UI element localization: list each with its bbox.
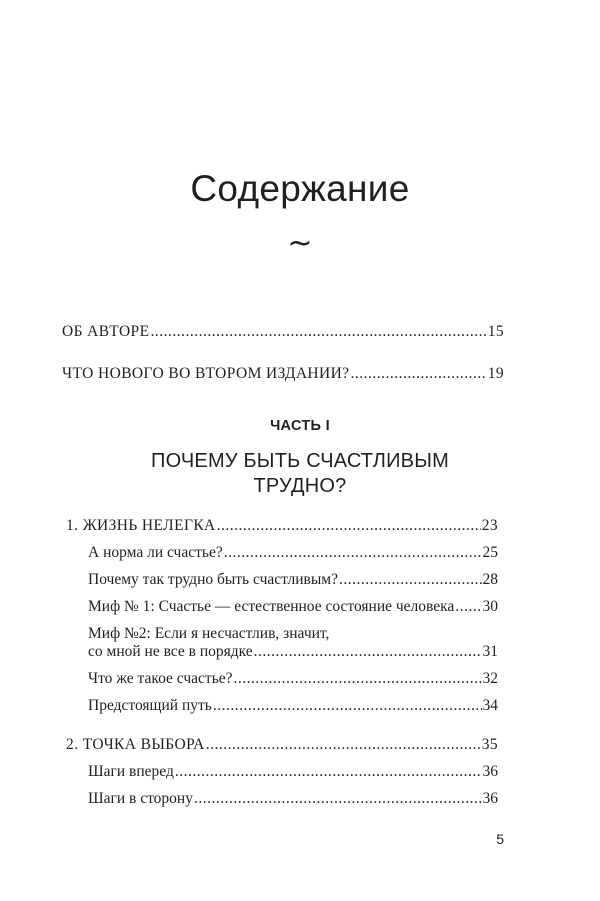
toc-section[interactable] — [88, 642, 498, 662]
toc-section-page: 25 — [482, 544, 498, 561]
dot-leader — [339, 570, 482, 590]
dot-leader — [206, 735, 481, 755]
toc-section-page: 36 — [482, 790, 498, 807]
toc-section-label: Миф № 1: Счастье — естественное состояние человека — [88, 598, 455, 615]
toc-section-page: 34 — [482, 697, 498, 714]
toc-section-page: 32 — [482, 670, 498, 687]
dot-leader — [217, 516, 481, 536]
dot-leader — [254, 642, 482, 662]
toc-chapter-label: 1. ЖИЗНЬ НЕЛЕГКА — [66, 517, 216, 534]
dot-leader — [224, 543, 482, 563]
toc-section[interactable] — [88, 597, 498, 617]
toc-section[interactable] — [88, 543, 498, 563]
toc-chapter-page: 23 — [481, 517, 498, 534]
toc-section-label: Шаги в сторону — [88, 790, 193, 807]
toc-entry-label: ЧТО НОВОГО ВО ВТОРОМ ИЗДАНИИ? — [62, 365, 350, 382]
toc-chapter-1[interactable] — [66, 516, 498, 536]
toc-section[interactable] — [88, 696, 498, 716]
toc-entry-about-author[interactable] — [62, 322, 504, 342]
toc-entry-whats-new[interactable] — [62, 364, 504, 384]
toc-section-label: Что же такое счастье? — [88, 670, 233, 687]
toc-entry-label: ОБ АВТОРЕ — [62, 323, 150, 340]
toc-section[interactable] — [88, 762, 498, 782]
toc-chapter-label: 2. ТОЧКА ВЫБОРА — [66, 736, 205, 753]
dot-leader — [150, 322, 486, 342]
toc-section-page: 36 — [482, 763, 498, 780]
dot-leader — [234, 669, 482, 689]
toc-section-label-line1: Миф №2: Если я несчастлив, значит, — [88, 625, 330, 642]
part-title-line: ПОЧЕМУ БЫТЬ СЧАСТЛИВЫМ — [151, 450, 449, 472]
toc-section-label: А норма ли счастье? — [88, 544, 223, 561]
dot-leader — [350, 364, 486, 384]
dot-leader — [455, 597, 481, 617]
toc-section-page: 28 — [482, 571, 498, 588]
toc-entry-page: 19 — [487, 365, 504, 382]
toc-section-label: Почему так трудно быть счастливым? — [88, 571, 338, 588]
toc-section-page: 31 — [482, 643, 498, 660]
dot-leader — [175, 762, 482, 782]
toc-section-label: Шаги вперед — [88, 763, 174, 780]
toc-section[interactable] — [88, 789, 498, 809]
toc-section[interactable] — [88, 570, 498, 590]
part-label: ЧАСТЬ I — [270, 418, 330, 434]
page-number: 5 — [496, 831, 504, 847]
part-title-line: ТРУДНО? — [253, 475, 347, 497]
toc-chapter-2[interactable] — [66, 735, 498, 755]
toc-section-label: со мной не все в порядке — [88, 643, 253, 660]
toc-section[interactable] — [88, 669, 498, 689]
toc-chapter-page: 35 — [481, 736, 498, 753]
page-title: Содержание — [190, 168, 410, 209]
toc-section-label: Предстоящий путь — [88, 697, 212, 714]
part-title — [0, 449, 600, 499]
dot-leader — [194, 789, 482, 809]
tilde-ornament: ~ — [287, 226, 313, 261]
toc-entry-page: 15 — [487, 323, 504, 340]
dot-leader — [213, 696, 482, 716]
toc-section-page: 30 — [482, 598, 498, 615]
